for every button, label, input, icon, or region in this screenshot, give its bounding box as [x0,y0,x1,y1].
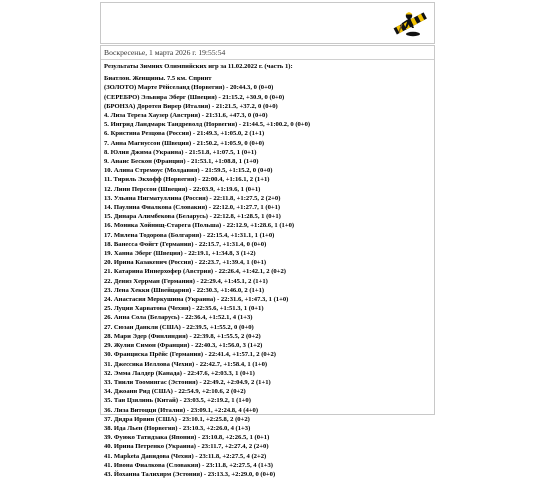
result-row: 39. Фуюко Татидзака (Япония) - 23:10.8, +2:26.5, 1 (0+1) [104,434,270,442]
result-row: 19. Ханна Эберг (Швеция) - 22:19.1, +1:34.8, 3 (1+2) [104,250,256,258]
result-row: 36. Лиза Витоцци (Италия) - 23:09.1, +2:24.8, 4 (4+0) [104,406,259,414]
result-row: 27. Сюзан Данкли (США) - 22:39.5, +1:55.2, 0 (0+0) [104,323,254,331]
results-panel [100,45,435,478]
result-row: 34. Джоанн Рид (США) - 22:54.9, +2:10.6, 2 (0+2) [104,388,246,396]
result-row: 18. Ванесса Фойгт (Германия) - 22:15.7, +1:31.4, 0 (0+0) [104,240,267,248]
header-banner [100,2,435,44]
result-row: 20. Ирина Казакевич (Россия) - 22:23.7, +1:39.4, 1 (0+1) [104,259,267,267]
result-row: 29. Жулия Симон (Франция) - 22:40.3, +1:56.0, 3 (1+2) [104,342,263,350]
result-row: 25. Луция Харватова (Чехия) - 22:35.6, +1:51.3, 1 (0+1) [104,305,264,313]
result-row: 41. Ивона Фиалкова (Словакия) - 23:11.8, +2:27.5, 4 (1+3) [104,461,273,469]
result-row: (СЕРЕБРО) Эльвира Эберг (Швеция) - 21:15.2, +30.9, 0 (0+0) [104,93,285,101]
result-row: 8. Юлия Джима (Украина) - 21:51.8, +1:07.5, 1 (0+1) [104,148,257,156]
result-row: 12. Линн Перссон (Швеция) - 22:03.9, +1:19.6, 1 (0+1) [104,185,261,193]
event-title: Биатлон. Женщины. 7.5 км. Спринт [104,75,212,83]
result-row: 17. Милена Тодорова (Болгария) - 22:15.4, +1:31.1, 1 (1+0) [104,231,275,239]
result-row: 26. Анна Сола (Беларусь) - 22:36.4, +1:52.1, 4 (1+3) [104,314,253,322]
result-row: 21. Катарина Иннерхофер (Австрия) - 22:26.4, +1:42.1, 2 (0+2) [104,268,286,276]
result-row: 16. Моника Хойнищ-Старега (Польша) - 22:12.9, +1:28.6, 1 (1+0) [104,222,295,230]
result-row: 28. Мари Эдер (Финляндия) - 22:39.8, +1:55.5, 2 (0+2) [104,332,261,340]
result-row: 5. Ингрид Ландмарк Тандреволд (Норвегия) - 21:44.5, +1:00.2, 0 (0+0) [104,121,311,129]
result-row: 4. Лиза Тереза Хаузер (Австрия) - 21:31.6, +47.3, 0 (0+0) [104,112,268,120]
result-row: 23. Лена Хекки (Швейцария) - 22:30.3, +1:46.0, 2 (1+1) [104,286,265,294]
result-row: 38. Ида Льен (Норвегия) - 23:10.3, +2:26.0, 4 (1+3) [104,424,251,432]
results-content [101,60,434,479]
result-row: 10. Алина Стремоус (Молдавия) - 21:59.5, +1:15.2, 0 (0+0) [104,167,273,175]
result-row: (ЗОЛОТО) Марте Рёйселанд (Норвегия) - 20:44.3, 0 (0+0) [104,84,274,92]
result-row: 6. Кристина Резцова (Россия) - 21:49.3, +1:05.0, 2 (1+1) [104,130,265,138]
result-row: 15. Динара Алимбекова (Беларусь) - 22:12.8, +1:28.5, 1 (0+1) [104,213,281,221]
results-headline: Результаты Зимних Олимпийских игр за 11.02.2022 г. (часть 1): [104,63,293,70]
result-row: 14. Паулина Фиалкова (Словакия) - 22:12.0, +1:27.7, 1 (0+1) [104,204,281,212]
result-row: 33. Тиили Тоомингас (Эстония) - 22:49.2, +2:04.9, 2 (1+1) [104,378,271,386]
construction-worker-icon [393,6,427,40]
result-row: 37. Дидра Ирвин (США) - 23:10.1, +2:25.8, 2 (0+2) [104,415,250,423]
result-row: 31. Джессика Иеллова (Чехия) - 22:42.7, +1:58.4, 1 (1+0) [104,360,268,368]
result-row: 22. Дениз Херрман (Германия) - 22:29.4, +1:45.1, 2 (1+1) [104,277,268,285]
result-row: 43. Йоханна Талихярм (Эстония) - 23:13.3, +2:29.0, 0 (0+0) [104,470,276,478]
result-row: 41. Марketa Давидова (Чехия) - 23:11.8, +2:27.5, 4 (2+2) [104,452,267,460]
result-row: 7. Анна Магнуссон (Швеция) - 21:50.2, +1:05.9, 0 (0+0) [104,139,265,147]
result-row: 24. Анастасия Меркушина (Украина) - 22:31.6, +1:47.3, 1 (1+0) [104,296,289,304]
result-row: 9. Анаис Бескон (Франция) - 21:53.1, +1:08.8, 1 (1+0) [104,158,259,166]
result-row: 30. Франциска Прёйс (Германия) - 22:41.4, +1:57.1, 2 (0+2) [104,351,276,359]
result-row: 32. Эмма Лалдер (Канада) - 22:47.6, +2:03.3, 1 (0+1) [104,369,255,377]
results-list [104,83,431,479]
result-row: 35. Тан Цзялинь (Китай) - 23:03.5, +2:19.2, 1 (1+0) [104,397,251,405]
result-row: 11. Тириль Экхофф (Норвегия) - 22:00.4, +1:16.1, 2 (1+1) [104,176,270,184]
result-row: 40. Ирина Петренко (Украина) - 23:11.7, +2:27.4, 2 (2+0) [104,443,269,451]
result-row: (БРОНЗА) Доротея Вирер (Италия) - 21:21.5, +37.2, 0 (0+0) [104,102,278,110]
timestamp: Воскресенье, 1 марта 2026 г. 19:55:54 [101,46,434,60]
result-row: 13. Ульяна Нигматуллина (Россия) - 22:11.8, +1:27.5, 2 (2+0) [104,194,281,202]
